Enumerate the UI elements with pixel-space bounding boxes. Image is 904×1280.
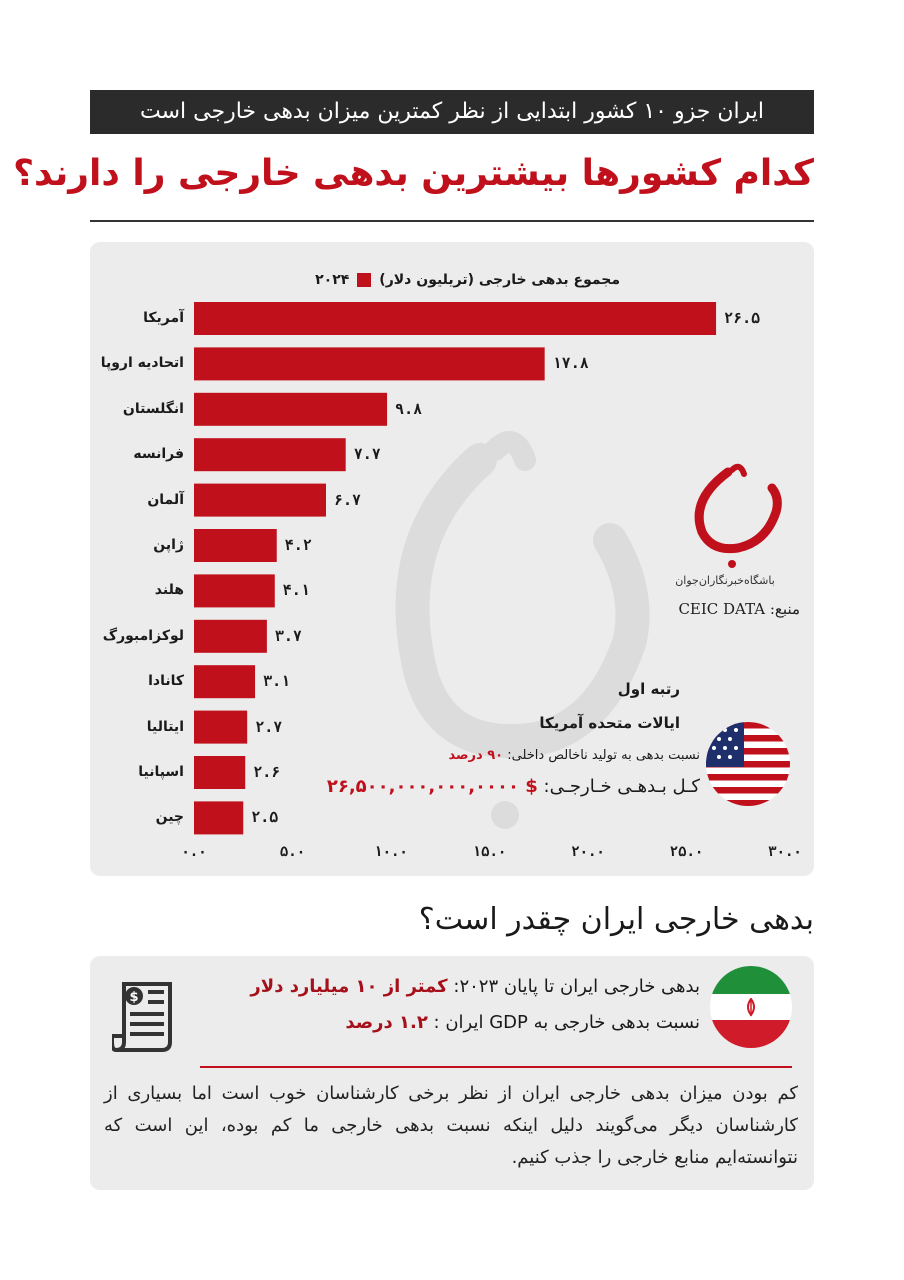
info-divider (200, 1066, 792, 1068)
total-value: $ ۲۶,۵۰۰,۰۰۰,۰۰۰,۰۰۰۰ (326, 776, 538, 797)
category-label: اسپانیا (138, 764, 184, 780)
bar-5 (194, 529, 277, 562)
category-label: اتحادیه اروپا (100, 355, 184, 372)
source-value: CEIC DATA (678, 600, 766, 618)
x-tick-label: ۳۰.۰ (768, 844, 802, 860)
iran-debt-value: کمتر از ۱۰ میلیارد دلار (250, 976, 448, 997)
brand-name: باشگاه‌خبرنگاران‌جوان (675, 574, 775, 587)
bar-0 (194, 302, 716, 335)
iran-gdp-ratio-label: نسبت بدهی خارجی به GDP ایران : (433, 1012, 700, 1033)
expert-note: کم بودن میزان بدهی خارجی ایران از نظر برخی کارشناسان خوب است اما بسیاری از کارشناسان دیگر می‌گویند دلیل اینکه نسبت بدهی خارجی ما کم بوده، این است که نتوانسته‌ایم منابع خارجی را جذب کنیم. (104, 1083, 798, 1168)
bar-3 (194, 438, 346, 471)
total-debt (320, 776, 700, 797)
x-tick-label: ۰.۰ (181, 844, 207, 860)
value-label: ۷.۷ (353, 445, 381, 464)
category-label: آلمان (147, 491, 184, 508)
us-flag-icon (706, 722, 790, 806)
iran-flag-icon (710, 966, 792, 1048)
category-label: ژاپن (153, 537, 184, 553)
subtitle-banner: ایران جزو ۱۰ کشور ابتدایی از نظر کمترین میزان بدهی خارجی است (90, 90, 814, 134)
bar-11 (194, 801, 243, 834)
value-label: ۲.۵ (251, 808, 279, 827)
value-label: ۳.۱ (263, 672, 291, 691)
x-tick-label: ۵.۰ (279, 844, 306, 860)
x-tick-label: ۱۵.۰ (472, 844, 507, 860)
value-label: ۲.۷ (255, 717, 283, 736)
x-tick-label: ۱۰.۰ (374, 844, 408, 860)
legend-label: مجموع بدهی خارجی (تریلیون دلار) (379, 272, 620, 288)
debt-gdp-ratio (330, 748, 700, 763)
value-label: ۴.۱ (282, 581, 310, 600)
iran-gdp-ratio-value: ۱.۲ درصد (345, 1012, 428, 1033)
iran-section-title: بدهی خارجی ایران چقدر است؟ (418, 902, 814, 937)
total-label: کـل بـدهـی خـارجـی: (543, 776, 700, 797)
value-label: ۲۶.۵ (724, 309, 761, 327)
top-country-name: ایالات متحده آمریکا (539, 714, 680, 732)
category-label: لوکزامبورگ (102, 627, 184, 644)
value-label: ۳.۷ (274, 626, 302, 645)
source-label: منبع: (769, 600, 800, 618)
category-label: آمریکا (143, 310, 184, 326)
bar-6 (194, 574, 275, 607)
ratio-label: نسبت بدهی به تولید ناخالص داخلی: (507, 748, 700, 763)
bar-2 (194, 393, 387, 426)
category-label: کانادا (148, 673, 184, 690)
x-tick-label: ۲۰.۰ (571, 844, 605, 860)
iran-debt-line (240, 976, 700, 997)
value-label: ۶.۷ (333, 490, 362, 509)
svg-text:$: $ (129, 990, 139, 1005)
bar-4 (194, 484, 326, 517)
ratio-value: ۹۰ درصد (448, 748, 504, 763)
bar-9 (194, 711, 247, 744)
x-tick-label: ۲۵.۰ (669, 844, 704, 860)
bar-7 (194, 620, 267, 653)
bar-10 (194, 756, 245, 789)
category-label: ایتالیا (146, 718, 184, 735)
yjc-logo-icon (680, 460, 790, 570)
category-label: هلند (154, 582, 184, 599)
value-label: ۹.۸ (395, 399, 423, 418)
page-title: کدام کشورها بیشترین بدهی خارجی را دارند؟ (13, 153, 814, 194)
iran-debt-label: بدهی خارجی ایران تا پایان ۲۰۲۳: (453, 976, 700, 997)
rank-label: رتبه اول (617, 680, 680, 698)
bar-1 (194, 347, 545, 380)
debt-document-icon (112, 978, 182, 1054)
iran-gdp-ratio-line (240, 1012, 700, 1033)
legend-year: ۲۰۲۴ (315, 272, 350, 288)
bar-8 (194, 665, 255, 698)
value-label: ۴.۲ (284, 536, 312, 554)
category-label: چین (155, 809, 184, 826)
category-label: فرانسه (133, 446, 184, 463)
value-label: ۲.۶ (253, 763, 281, 781)
category-label: انگلستان (122, 400, 184, 417)
value-label: ۱۷.۸ (552, 354, 589, 373)
source-line (610, 600, 800, 618)
